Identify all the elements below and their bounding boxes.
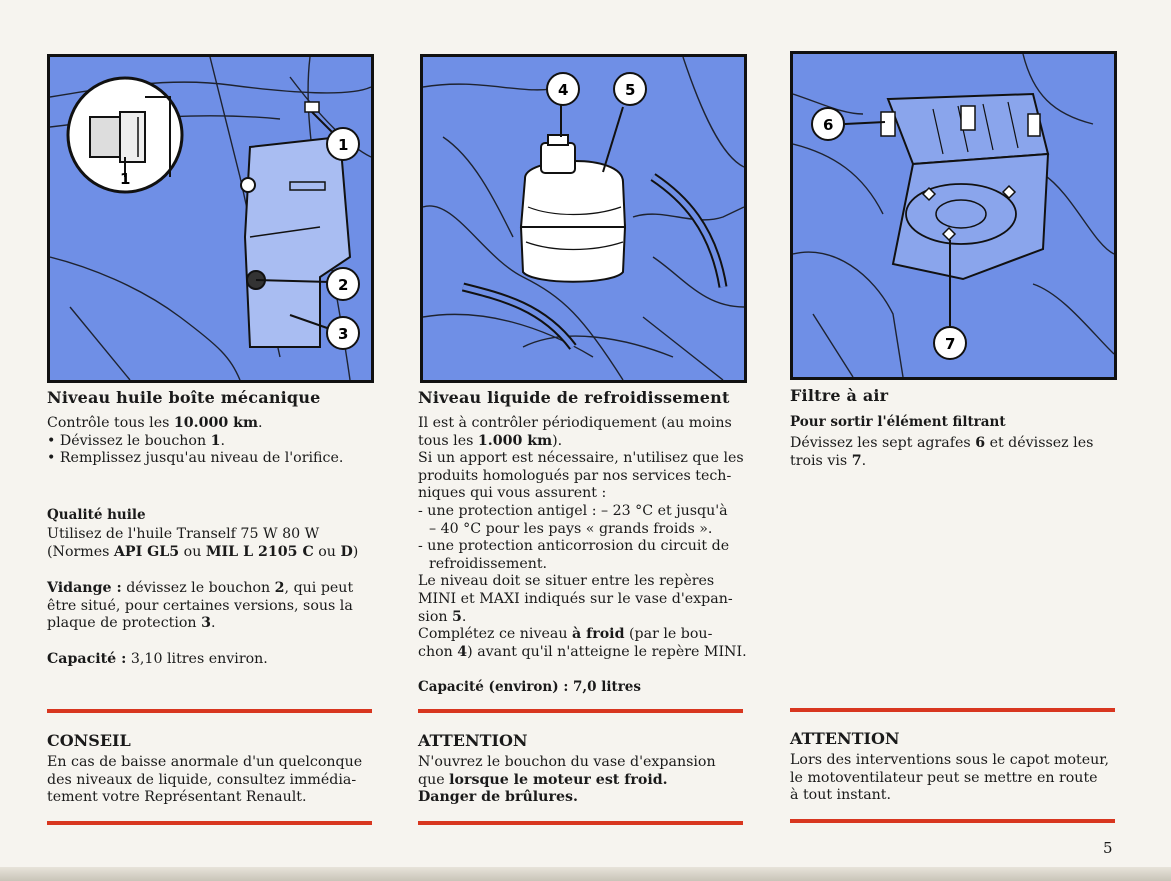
air-filter-text: Dévissez les sept agrafes 6 et dévissez les trois vis 7. <box>790 435 1094 469</box>
gearbox-illustration <box>50 57 371 380</box>
quality-title: Qualité huile <box>47 507 146 523</box>
drain-label: Vidange : <box>47 580 122 596</box>
coolant-illustration <box>423 57 744 380</box>
figure-air-filter <box>790 51 1117 380</box>
section-title-gearbox-oil: Niveau huile boîte mécanique <box>47 388 321 407</box>
box3-text: Lors des interventions sous le capot moteur, le motoventilateur peut se mettre en route à tout instant. <box>790 752 1110 804</box>
callout-7: 7 <box>945 335 956 353</box>
box1-text: En cas de baisse anormale d'un quelconque des niveaux de liquide, consultez immédia- tement votre Représentant Renault. <box>47 754 363 806</box>
callout-6: 6 <box>823 116 834 134</box>
figure-coolant <box>420 54 747 383</box>
page-number: 5 <box>1103 839 1113 857</box>
box2-title: ATTENTION <box>418 731 528 750</box>
box2-text: N'ouvrez le bouchon du vase d'expansion que lorsque le moteur est froid. Danger de brûlures. <box>418 754 716 806</box>
section-title-air-filter: Filtre à air <box>790 386 889 405</box>
callout-2: 2 <box>338 276 349 294</box>
section-title-coolant: Niveau liquide de refroidissement <box>418 388 730 407</box>
callout-3: 3 <box>338 325 349 343</box>
callout-1-inset: 1 <box>120 170 131 188</box>
page-edge-shadow <box>0 867 1171 881</box>
coolant-text: Il est à contrôler périodiquement (au moins tous les 1.000 km). Si un apport est nécessaire, n'utilisez que les produits homologués par nos services tech- niques qui vous assurent : - une protection antigel : – 23 °C et jusqu'à – 40 °C pour les pays « grands froids ». - une protection anticorrosion du circuit de refroidissement. Le niveau doit se situer entre les repères MINI et MAXI indiqués sur le vase d'expan- sion 5. Complétez ce niveau à froid (par le bou- chon 4) avant qu'il n'atteigne le repère MINI. <box>418 415 747 660</box>
box1-title: CONSEIL <box>47 731 131 750</box>
callout-1: 1 <box>338 136 349 154</box>
box3-top-rule <box>790 708 1115 712</box>
callout-5: 5 <box>625 81 636 99</box>
box2-top-rule <box>418 709 743 713</box>
figure-gearbox-oil <box>47 54 374 383</box>
box3-bottom-rule <box>790 819 1115 823</box>
coolant-capacity: Capacité (environ) : 7,0 litres <box>418 679 642 695</box>
box3-title: ATTENTION <box>790 729 900 748</box>
capacity-text-gearbox: Capacité : 3,10 litres environ. <box>47 651 268 667</box>
air-filter-subtitle: Pour sortir l'élément filtrant <box>790 414 1006 430</box>
air-filter-illustration <box>793 54 1114 377</box>
box1-top-rule <box>47 709 372 713</box>
callout-4: 4 <box>558 81 569 99</box>
drain-text: Vidange : dévissez le bouchon 2, qui peut être situé, pour certaines versions, sous la plaque de protection 3. <box>47 580 354 632</box>
quality-text: Utilisez de l'huile Tranself 75 W 80 W (Normes API GL5 ou MIL L 2105 C ou D) <box>47 526 359 560</box>
box1-bottom-rule <box>47 821 372 825</box>
gearbox-oil-text: Contrôle tous les 10.000 km. • Dévissez le bouchon 1. • Remplissez jusqu'au niveau de l'orifice. <box>47 415 344 467</box>
box2-bottom-rule <box>418 821 743 825</box>
